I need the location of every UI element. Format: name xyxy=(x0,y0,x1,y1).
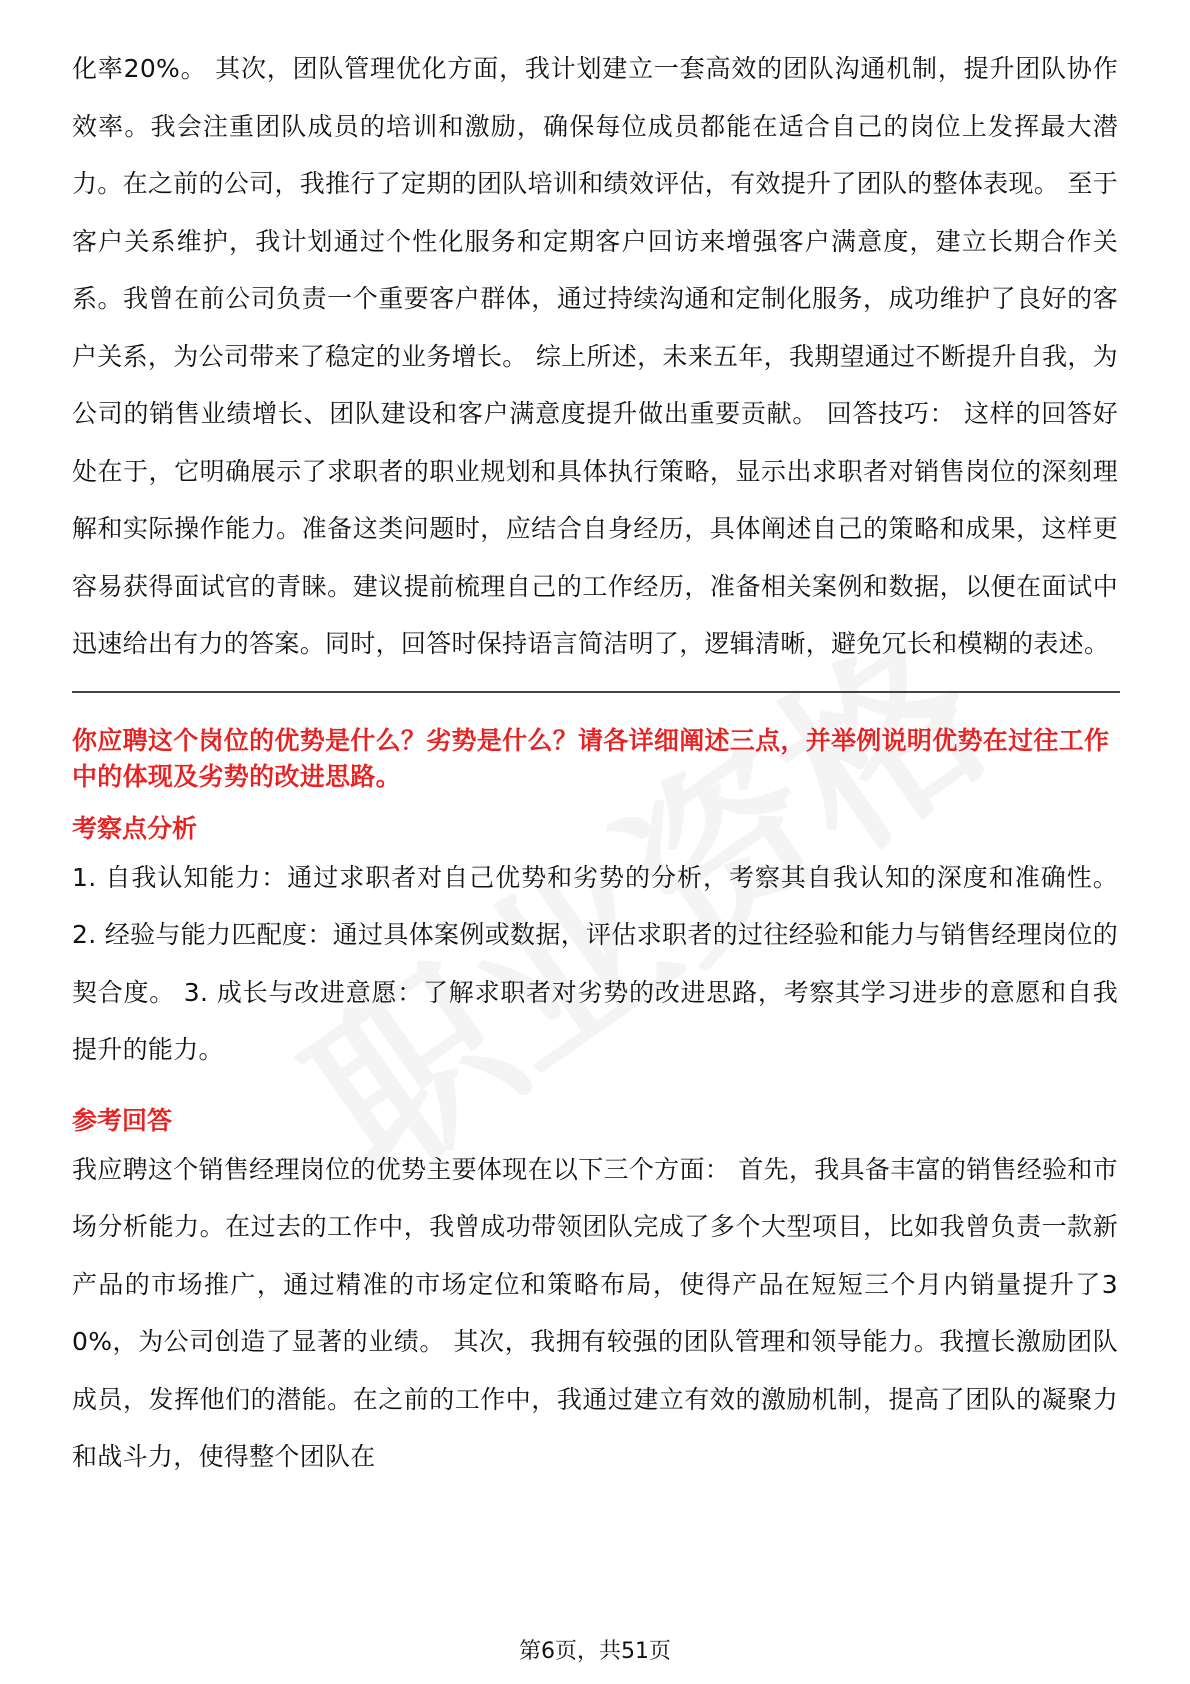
analysis-paragraph: 1. 自我认知能力：通过求职者对自己优势和劣势的分析，考察其自我认知的深度和准确性。 2. 经验与能力匹配度：通过具体案例或数据，评估求职者的过往经验和能力与销售经理岗位的契合度。 3. 成长与改进意愿：了解求职者对劣势的改进思路，考察其学习进步的意愿和自我提升的能力。 xyxy=(72,862,1118,1064)
answer-heading: 参考回答 xyxy=(72,1105,173,1135)
answer-paragraph: 我应聘这个销售经理岗位的优势主要体现在以下三个方面： 首先，我具备丰富的销售经验和市场分析能力。在过去的工作中，我曾成功带领团队完成了多个大型项目，比如我曾负责一款新产品的市场推广，通过精准的市场定位和策略布局，使得产品在短短三个月内销量提升了30%，为公司创造了显著的业绩。 其次，我拥有较强的团队管理和领导能力。我擅长激励团队成员，发挥他们的潜能。在之前的工作中，我通过建立有效的激励机制，提高了团队的凝聚力和战斗力，使得整个团队在 xyxy=(72,1154,1118,1471)
interview-question: 你应聘这个岗位的优势是什么？劣势是什么？请各详细阐述三点，并举例说明优势在过往工作中的体现及劣势的改进思路。 xyxy=(72,725,1110,791)
page-footer: 第6页，共51页 xyxy=(519,1639,671,1664)
section-divider xyxy=(72,691,1120,693)
page-content xyxy=(72,40,1118,1486)
analysis-heading: 考察点分析 xyxy=(72,813,198,843)
continuation-paragraph: 化率20%。 其次，团队管理优化方面，我计划建立一套高效的团队沟通机制，提升团队协作效率。我会注重团队成员的培训和激励，确保每位成员都能在适合自己的岗位上发挥最大潜力。在之前的公司，我推行了定期的团队培训和绩效评估，有效提升了团队的整体表现。 至于客户关系维护，我计划通过个性化服务和定期客户回访来增强客户满意度，建立长期合作关系。我曾在前公司负责一个重要客户群体，通过持续沟通和定制化服务，成功维护了良好的客户关系，为公司带来了稳定的业务增长。 综上所述，未来五年，我期望通过不断提升自我，为公司的销售业绩增长、团队建设和客户满意度提升做出重要贡献。 回答技巧： 这样的回答好处在于，它明确展示了求职者的职业规划和具体执行策略，显示出求职者对销售岗位的深刻理解和实际操作能力。准备这类问题时，应结合自身经历，具体阐述自己的策略和成果，这样更容易获得面试官的青睐。建议提前梳理自己的工作经历，准备相关案例和数据，以便在面试中迅速给出有力的答案。同时，回答时保持语言简洁明了，逻辑清晰，避免冗长和模糊的表述。 xyxy=(72,54,1118,658)
